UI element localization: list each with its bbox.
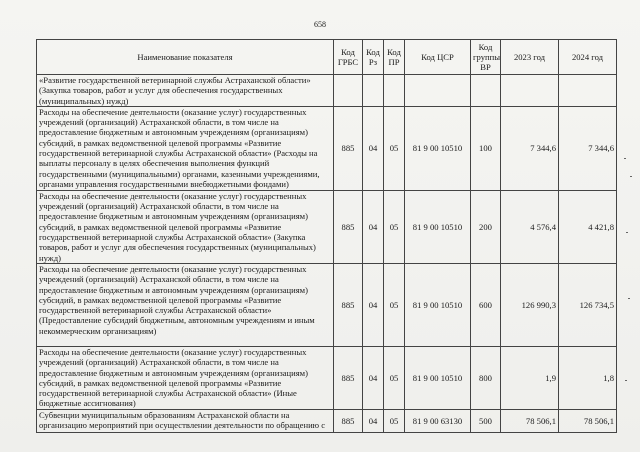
table-row [37, 106, 617, 190]
row-2023: 78 506,1 [501, 409, 559, 432]
row-vr: 500 [471, 409, 501, 432]
header-name: Наименование показателя [37, 40, 334, 75]
row-csr: 81 9 00 10510 [405, 190, 471, 263]
table-row [37, 409, 617, 432]
row-csr: 81 9 00 10510 [405, 263, 471, 346]
scan-speck [625, 380, 627, 381]
row-name: Расходы на обеспечение деятельности (оказание услуг) государственных учреждений (организаций) Астраханской области, в том числе на предоставление бюджетным и автономным учреждениям (организациям) субсидий, в рамках ведомственной целевой программы «Развитие государственной ветеринарной службы Астраханской области» (Предоставление субсидий бюджетным, автономным учреждениям и иным некоммерческим организациям) [37, 263, 334, 346]
row-name: «Развитие государственной ветеринарной службы Астраханской области» (Закупка товаров, работ и услуг для обеспечения государственных (муниципальных) нужд) [37, 75, 334, 107]
header-2023: 2023 год [501, 40, 559, 75]
row-vr: 800 [471, 346, 501, 409]
row-name: Расходы на обеспечение деятельности (оказание услуг) государственных учреждений (организаций) Астраханской области, в том числе на предоставление бюджетным и автономным учреждениям (организациям) субсидий, в рамках ведомственной целевой программы «Развитие государственной ветеринарной службы Астраханской области» (Иные бюджетные ассигнования) [37, 346, 334, 409]
row-rz: 04 [363, 190, 384, 263]
table-row [37, 346, 617, 409]
row-grbs: 885 [334, 346, 363, 409]
row-rz: 04 [363, 106, 384, 190]
row-grbs [334, 75, 363, 107]
row-2024: 1,8 [559, 346, 617, 409]
scan-speck [630, 176, 632, 177]
row-grbs: 885 [334, 263, 363, 346]
header-csr: Код ЦСР [405, 40, 471, 75]
scan-speck [626, 232, 628, 233]
row-2024: 126 734,5 [559, 263, 617, 346]
row-2024: 4 421,8 [559, 190, 617, 263]
header-rz: Код Рз [363, 40, 384, 75]
row-rz [363, 75, 384, 107]
row-rz: 04 [363, 263, 384, 346]
row-grbs: 885 [334, 106, 363, 190]
table-row [37, 75, 617, 107]
row-name: Расходы на обеспечение деятельности (оказание услуг) государственных учреждений (организаций) Астраханской области, в том числе на предоставление бюджетным и автономным учреждениям (организациям) субсидий, в рамках ведомственной целевой программы «Развитие государственной ветеринарной службы Астраханской области» (Закупка товаров, работ и услуг для обеспечения государственных (муниципальных) нужд) [37, 190, 334, 263]
row-vr: 600 [471, 263, 501, 346]
row-2023 [501, 75, 559, 107]
row-2023: 7 344,6 [501, 106, 559, 190]
row-vr: 200 [471, 190, 501, 263]
header-pr: Код ПР [384, 40, 405, 75]
row-csr: 81 9 00 63130 [405, 409, 471, 432]
row-pr: 05 [384, 263, 405, 346]
row-2024: 78 506,1 [559, 409, 617, 432]
row-csr: 81 9 00 10510 [405, 346, 471, 409]
row-name: Расходы на обеспечение деятельности (оказание услуг) государственных учреждений (организаций) Астраханской области, в том числе на предоставление бюджетным и автономным учреждениям (организациям) субсидий, в рамках ведомственной целевой программы «Развитие государственной ветеринарной службы Астраханской области» (Расходы на выплаты персоналу в целях обеспечения выполнения функций государственными (муниципальными) органами, казенными учреждениями, органами управления государственными внебюджетными фондами) [37, 106, 334, 190]
row-2024: 7 344,6 [559, 106, 617, 190]
scan-speck [628, 298, 630, 299]
page-number: 658 [314, 20, 326, 29]
table-row [37, 190, 617, 263]
scan-speck [624, 158, 626, 159]
row-rz: 04 [363, 346, 384, 409]
row-csr: 81 9 00 10510 [405, 106, 471, 190]
row-grbs: 885 [334, 409, 363, 432]
row-pr: 05 [384, 190, 405, 263]
header-grbs: Код ГРБС [334, 40, 363, 75]
row-grbs: 885 [334, 190, 363, 263]
row-pr [384, 75, 405, 107]
row-csr [405, 75, 471, 107]
header-2024: 2024 год [559, 40, 617, 75]
row-vr [471, 75, 501, 107]
row-vr: 100 [471, 106, 501, 190]
row-2023: 1,9 [501, 346, 559, 409]
table-row [37, 263, 617, 346]
table-header-row [37, 40, 617, 75]
row-2023: 4 576,4 [501, 190, 559, 263]
header-vr: Код группы ВР [471, 40, 501, 75]
row-pr: 05 [384, 409, 405, 432]
row-name: Субвенции муниципальным образованиям Астраханской области на организацию мероприятий при осуществлении деятельности по обращению с [37, 409, 334, 432]
row-2023: 126 990,3 [501, 263, 559, 346]
row-rz: 04 [363, 409, 384, 432]
row-pr: 05 [384, 106, 405, 190]
row-pr: 05 [384, 346, 405, 409]
budget-table [36, 39, 617, 433]
row-2024 [559, 75, 617, 107]
